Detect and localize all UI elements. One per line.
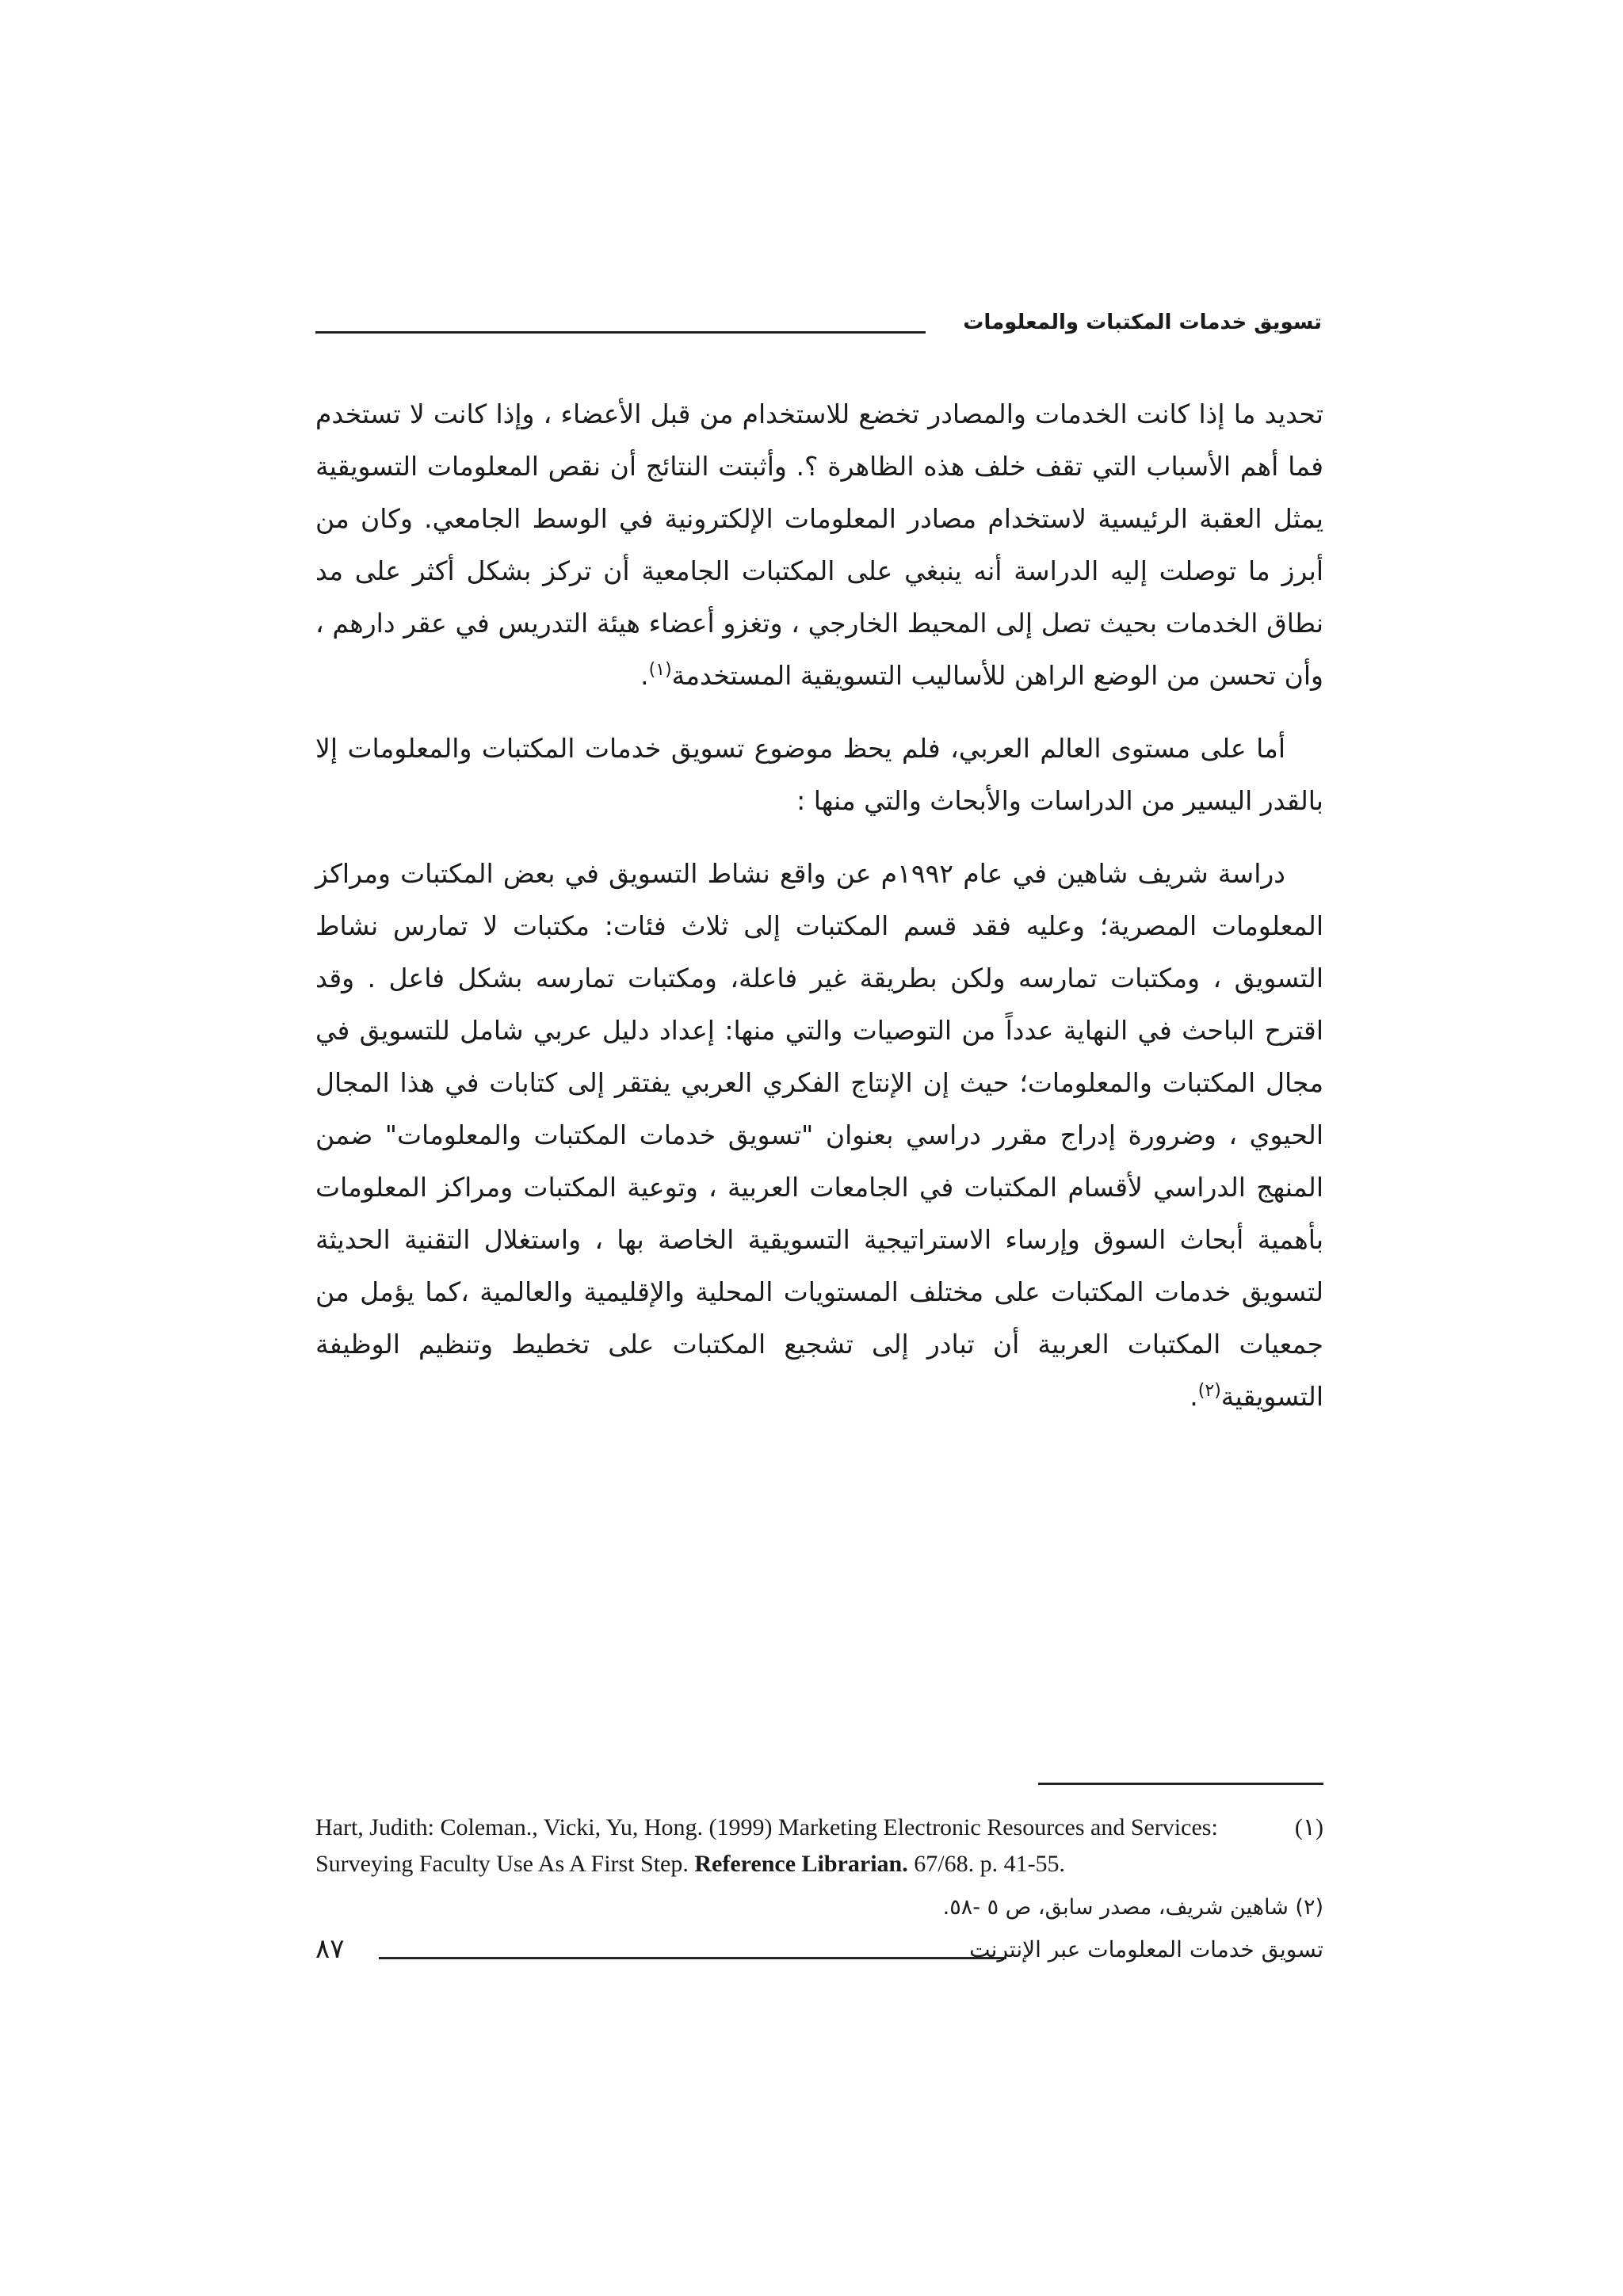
paragraph-2-text: أما على مستوى العالم العربي، فلم يحظ موضوع تسويق خدمات المكتبات والمعلومات إلا بالقدر اليسير من الدراسات والأبحاث والتي منها :: [315, 733, 1323, 816]
running-header: [315, 311, 1322, 350]
paragraph-1-text: تحديد ما إذا كانت الخدمات والمصادر تخضع للاستخدام من قبل الأعضاء ، وإذا كانت لا تستخدم فما أهم الأسباب التي تقف خلف هذه الظاهرة ؟. وأثبتت النتائج أن نقص المعلومات التسويقية يمثل العقبة الرئيسية لاستخدام مصادر المعلومات الإلكترونية في الوسط الجامعي. وكان من أبرز ما توصلت إليه الدراسة أنه ينبغي على المكتبات الجامعية أن تركز بشكل أكثر على مد نطاق الخدمات بحيث تصل إلى المحيط الخارجي ، وتغزو أعضاء هيئة التدريس في عقر دارهم ، وأن تحسن من الوضع الراهن للأساليب التسويقية المستخدمة: [315, 399, 1323, 691]
header-rule: [315, 331, 926, 334]
paragraph-3-end: .: [1190, 1381, 1198, 1412]
footnote-ref-2: (٢): [1197, 1381, 1221, 1401]
paragraph-1: [315, 388, 1323, 702]
footer-rule: [379, 1957, 1006, 1959]
footnote-ref-1: (١): [648, 660, 672, 680]
footnote-1-text-a: Hart, Judith: Coleman., Vicki, Yu, Hong. (1999) Marketing Electronic Resources and Services: Surveying Faculty Use As A First Step.: [315, 1814, 1218, 1877]
body-text: [315, 388, 1323, 1444]
footnote-separator: [1038, 1783, 1323, 1785]
paragraph-1-end: .: [640, 660, 649, 691]
footnotes: [315, 1810, 1323, 1928]
footnote-1: [315, 1810, 1323, 1882]
footnote-2: (٢) شاهين شريف، مصدر سابق، ص ٥ -٥٨.: [942, 1895, 1323, 1920]
paragraph-3: [315, 848, 1323, 1423]
book-title: تسويق خدمات المعلومات عبر الإنترنت: [969, 1936, 1323, 1962]
paragraph-3-text: دراسة شريف شاهين في عام ١٩٩٢م عن واقع نشاط التسويق في بعض المكتبات ومراكز المعلومات المصرية؛ وعليه فقد قسم المكتبات إلى ثلاث فئات: مكتبات لا تمارس نشاط التسويق ، ومكتبات تمارسه ولكن بطريقة غير فاعلة، ومكتبات تمارسه بشكل فاعل . وقد اقترح الباحث في النهاية عدداً من التوصيات والتي منها: إعداد دليل عربي شامل للتسويق في مجال المكتبات والمعلومات؛ حيث إن الإنتاج الفكري العربي يفتقر إلى كتابات في هذا المجال الحيوي ، وضرورة إدراج مقرر دراسي بعنوان "تسويق خدمات المكتبات والمعلومات" ضمن المنهج الدراسي لأقسام المكتبات في الجامعات العربية ، وتوعية المكتبات ومراكز المعلومات بأهمية أبحاث السوق وإرساء الاستراتيجية التسويقية الخاصة بها ، واستغلال التقنية الحديثة لتسويق خدمات المكتبات على مختلف المستويات المحلية والإقليمية والعالمية ،كما يؤمل من جمعيات المكتبات العربية أن تبادر إلى تشجيع المكتبات على تخطيط وتنظيم الوظيفة التسويقية: [315, 858, 1323, 1412]
paragraph-2: [315, 723, 1323, 827]
page-footer: [315, 1933, 1323, 1981]
footnote-1-number: (١): [1294, 1814, 1323, 1840]
page-number: ٨٧: [315, 1933, 345, 1965]
footnote-1-text-b: 67/68. p. 41-55.: [907, 1851, 1066, 1877]
footnote-1-journal: Reference Librarian.: [694, 1851, 908, 1877]
running-header-title: تسويق خدمات المكتبات والمعلومات: [963, 311, 1322, 334]
